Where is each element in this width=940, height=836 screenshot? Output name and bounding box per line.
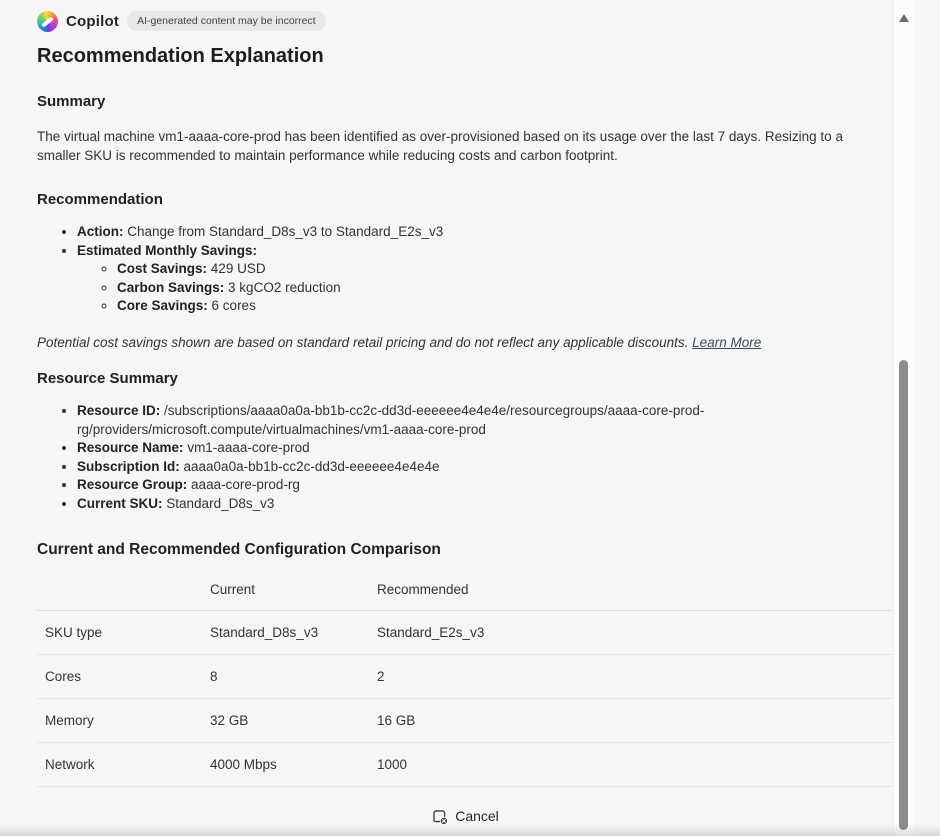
subscription-id-label: Subscription Id: <box>77 458 180 474</box>
summary-heading: Summary <box>37 93 106 110</box>
cost-savings-value: 429 USD <box>210 261 266 277</box>
copilot-logo-icon <box>37 11 58 32</box>
table-cell: Memory <box>37 698 202 742</box>
table-cell: Cores <box>37 654 202 698</box>
cancel-icon <box>431 808 448 825</box>
subscription-id-value: aaaa0a0a-bb1b-cc2c-dd3d-eeeeee4e4e4e <box>183 458 440 474</box>
table-cell: 1000 <box>369 742 893 786</box>
footer-bar <box>37 806 893 827</box>
resource-summary-list <box>37 402 829 514</box>
savings-label: Estimated Monthly Savings: <box>77 242 258 258</box>
table-header-recommended: Recommended <box>369 574 893 611</box>
list-item-carbon-savings <box>117 279 829 298</box>
table-header-empty <box>37 574 202 611</box>
copilot-header <box>37 0 893 32</box>
recommendation-list <box>37 223 829 316</box>
table-row-cores <box>37 654 893 698</box>
resource-id-value: /subscriptions/aaaa0a0a-bb1b-cc2c-dd3d-eeeeee4e4e4e/resourcegroups/aaaa-core-prod-rg/providers/microsoft.compute/virtualmachines/vm1-aaaa-core-prod <box>77 402 705 437</box>
table-cell: 4000 Mbps <box>202 742 369 786</box>
table-row-network <box>37 742 893 786</box>
scrollbar-track[interactable] <box>893 0 914 836</box>
table-cell: Standard_E2s_v3 <box>369 610 893 654</box>
table-cell: 2 <box>369 654 893 698</box>
current-sku-value: Standard_D8s_v3 <box>166 495 275 511</box>
current-sku-label: Current SKU: <box>77 495 163 511</box>
copilot-app-name: Copilot <box>66 12 120 30</box>
list-item-subscription-id <box>77 458 829 477</box>
comparison-table <box>37 574 893 787</box>
table-cell: 8 <box>202 654 369 698</box>
ai-disclaimer-badge: AI-generated content may be incorrect <box>127 11 326 31</box>
core-savings-value: 6 cores <box>211 298 256 314</box>
list-item-current-sku <box>77 495 829 514</box>
scrollbar-thumb[interactable] <box>899 360 908 830</box>
table-row-memory <box>37 698 893 742</box>
carbon-savings-label: Carbon Savings: <box>117 279 225 295</box>
list-item-savings <box>77 242 829 316</box>
list-item-resource-id <box>77 402 829 439</box>
learn-more-link[interactable]: Learn More <box>692 334 762 350</box>
resource-group-value: aaaa-core-prod-rg <box>191 477 300 493</box>
action-label: Action: <box>77 224 124 239</box>
summary-paragraph: The virtual machine vm1-aaaa-core-prod has been identified as over-provisioned based on its usage over the last 7 days. Resizing to a smaller SKU is recommended to maintain performance while reducing costs and carbon footprint. <box>37 129 843 163</box>
table-header-current: Current <box>202 574 369 611</box>
cost-savings-label: Cost Savings: <box>117 261 208 277</box>
comparison-heading: Current and Recommended Configuration Comparison <box>37 540 441 558</box>
resource-group-label: Resource Group: <box>77 477 188 493</box>
table-cell: 32 GB <box>202 698 369 742</box>
resource-id-label: Resource ID: <box>77 402 161 418</box>
pricing-disclaimer <box>37 335 893 350</box>
list-item-action <box>77 223 829 242</box>
resource-summary-heading: Resource Summary <box>37 369 178 387</box>
savings-sublist <box>77 260 829 316</box>
copilot-panel <box>37 0 893 827</box>
table-header-row <box>37 574 893 611</box>
list-item-core-savings <box>117 297 829 316</box>
page-title: Recommendation Explanation <box>37 45 324 67</box>
table-cell: Network <box>37 742 202 786</box>
list-item-resource-group <box>77 476 829 495</box>
pricing-disclaimer-text: Potential cost savings shown are based on standard retail pricing and do not reflect any applicable discounts. <box>37 334 689 350</box>
core-savings-label: Core Savings: <box>117 298 208 314</box>
list-item-cost-savings <box>117 260 829 279</box>
carbon-savings-value: 3 kgCO2 reduction <box>228 279 341 295</box>
resource-name-label: Resource Name: <box>77 440 184 456</box>
action-text: Change from Standard_D8s_v3 to Standard_E2s_v3 <box>127 224 444 239</box>
table-cell: Standard_D8s_v3 <box>202 610 369 654</box>
recommendation-heading: Recommendation <box>37 191 163 208</box>
table-row-sku <box>37 610 893 654</box>
scroll-up-icon[interactable] <box>899 14 909 22</box>
table-cell: SKU type <box>37 610 202 654</box>
list-item-resource-name <box>77 439 829 458</box>
cancel-button-label: Cancel <box>455 808 499 825</box>
table-cell: 16 GB <box>369 698 893 742</box>
resource-name-value: vm1-aaaa-core-prod <box>187 440 310 456</box>
cancel-button[interactable] <box>427 806 503 827</box>
